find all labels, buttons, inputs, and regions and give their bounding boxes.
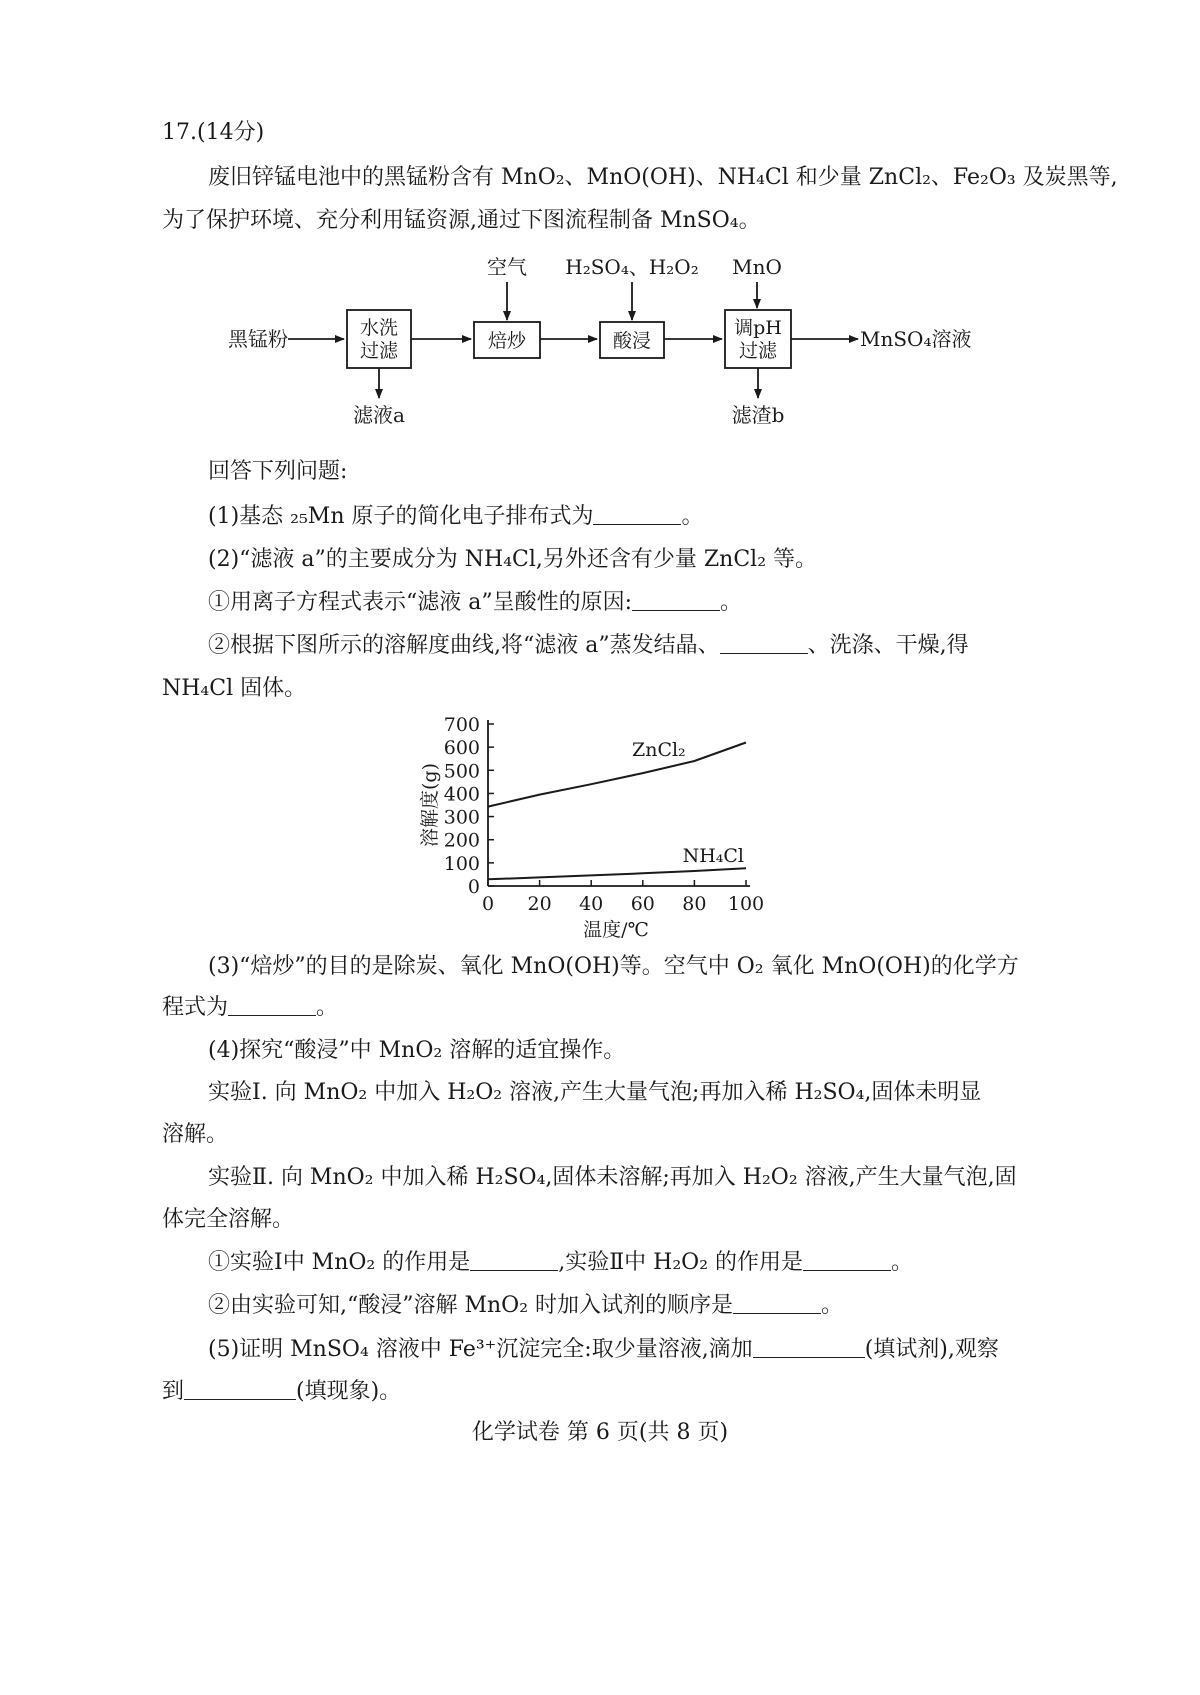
question-number: 17.: [162, 120, 197, 145]
q3-blank[interactable]: [228, 993, 316, 1016]
question-score: (14分): [197, 120, 265, 145]
box-ph-label-1: 调pH: [734, 317, 782, 339]
q5-text-b: (填试剂),观察: [864, 1337, 999, 1362]
acid-reagent-label: H₂SO₄、H₂O₂: [565, 255, 699, 279]
x-tick-label: 80: [682, 893, 707, 915]
question-4-2: [208, 1291, 843, 1321]
x-axis-label: 温度/℃: [583, 919, 649, 941]
question-1: [208, 502, 704, 532]
q3-period: 。: [316, 995, 339, 1020]
solubility-chart: [0, 712, 1200, 942]
q2-1-text: ①用离子方程式表示“滤液 a”呈酸性的原因:: [208, 590, 633, 615]
q4-1-period: 。: [891, 1250, 914, 1275]
y-tick-label: 500: [443, 760, 480, 783]
box-ph-label-2: 过滤: [738, 340, 778, 362]
q3-text-b: 程式为: [162, 995, 229, 1020]
question-2-2-cont: NH₄Cl 固体。: [162, 676, 307, 701]
experiment-2-cont: 体完全溶解。: [162, 1207, 295, 1232]
q2-1-period: 。: [720, 590, 743, 615]
y-tick-label: 100: [443, 852, 480, 875]
q4-1-text-a: ①实验Ⅰ中 MnO₂ 的作用是: [208, 1250, 471, 1275]
q5-text-c: 到: [162, 1379, 185, 1404]
series-line-zncl2: [488, 743, 746, 807]
filtrate-a-label: 滤液a: [353, 403, 405, 427]
box-acid-leach-label: 酸浸: [612, 330, 652, 352]
intro-line-1: 废旧锌锰电池中的黑锰粉含有 MnO₂、MnO(OH)、NH₄Cl 和少量 ZnCl₂、Fe₂O₃ 及炭黑等,: [208, 165, 1118, 190]
series-label-zncl2: ZnCl₂: [632, 739, 686, 761]
q5-blank-phenomenon[interactable]: [184, 1377, 296, 1400]
q4-1-blank-1[interactable]: [470, 1248, 558, 1271]
product-label: MnSO₄溶液: [860, 327, 972, 351]
box-wash-label-1: 水洗: [359, 317, 399, 339]
question-5-cont: [162, 1377, 401, 1407]
experiment-2: 实验Ⅱ. 向 MnO₂ 中加入稀 H₂SO₄,固体未溶解;再加入 H₂O₂ 溶液,产生大量气泡,固: [208, 1165, 1017, 1190]
flow-input-label: 黑锰粉: [228, 327, 288, 351]
mno-label: MnO: [732, 255, 782, 279]
q2-2-text-a: ②根据下图所示的溶解度曲线,将“滤液 a”蒸发结晶、: [208, 633, 720, 658]
y-tick-label: 300: [443, 806, 480, 829]
residue-b-label: 滤渣b: [731, 403, 785, 427]
y-tick-label: 700: [443, 714, 480, 736]
q4-2-blank[interactable]: [733, 1291, 821, 1314]
question-header: [162, 118, 264, 148]
q5-text-d: (填现象)。: [296, 1379, 402, 1404]
question-4-1: [208, 1248, 913, 1278]
q4-2-text: ②由实验可知,“酸浸”溶解 MnO₂ 时加入试剂的顺序是: [208, 1293, 734, 1318]
x-tick-label: 100: [727, 893, 765, 915]
intro-line-2: 为了保护环境、充分利用锰资源,通过下图流程制备 MnSO₄。: [162, 208, 761, 233]
x-tick-label: 0: [481, 893, 495, 915]
q1-text: (1)基态 ₂₅Mn 原子的简化电子排布式为: [208, 504, 594, 529]
x-tick-label: 40: [579, 893, 604, 915]
question-2-1: [208, 588, 742, 618]
y-tick-label: 200: [443, 829, 480, 852]
question-4: (4)探究“酸浸”中 MnO₂ 溶解的适宜操作。: [208, 1038, 626, 1063]
q5-text-a: (5)证明 MnSO₄ 溶液中 Fe³⁺沉淀完全:取少量溶液,滴加: [208, 1337, 753, 1362]
question-5: [208, 1335, 999, 1365]
x-tick-label: 20: [527, 893, 552, 915]
answer-prompt: 回答下列问题:: [208, 459, 348, 484]
experiment-1-cont: 溶解。: [162, 1122, 229, 1147]
question-2-2: [208, 631, 969, 661]
y-tick-label: 600: [443, 737, 480, 760]
x-tick-label: 60: [630, 893, 655, 915]
q4-1-text-b: ,实验Ⅱ中 H₂O₂ 的作用是: [558, 1250, 804, 1275]
q1-period: 。: [681, 504, 704, 529]
experiment-1: 实验Ⅰ. 向 MnO₂ 中加入 H₂O₂ 溶液,产生大量气泡;再加入稀 H₂SO₄,固体未明显: [208, 1080, 982, 1105]
question-3: (3)“焙炒”的目的是除炭、氧化 MnO(OH)等。空气中 O₂ 氧化 MnO(OH)的化学方: [208, 954, 1019, 979]
y-tick-label: 0: [467, 876, 480, 898]
y-axis-label: 溶解度(g): [419, 763, 441, 847]
q2-1-blank[interactable]: [632, 588, 720, 611]
q5-blank-reagent[interactable]: [753, 1335, 865, 1358]
page-footer: 化学试卷 第 6 页(共 8 页): [471, 1420, 729, 1445]
air-label: 空气: [487, 255, 527, 279]
series-line-nh4cl: [488, 868, 746, 879]
series-label-nh4cl: NH₄Cl: [682, 845, 744, 867]
question-2: (2)“滤液 a”的主要成分为 NH₄Cl,另外还含有少量 ZnCl₂ 等。: [208, 547, 818, 572]
q4-2-period: 。: [821, 1293, 844, 1318]
box-wash-label-2: 过滤: [359, 340, 399, 362]
question-3-cont: [162, 993, 338, 1023]
q1-blank[interactable]: [593, 502, 681, 525]
q2-2-text-b: 、洗涤、干燥,得: [807, 633, 969, 658]
process-flow-diagram: [0, 250, 1200, 430]
q4-1-blank-2[interactable]: [803, 1248, 891, 1271]
box-roast-label: 焙炒: [487, 330, 527, 352]
q2-2-blank[interactable]: [720, 631, 808, 654]
y-tick-label: 400: [443, 783, 480, 806]
